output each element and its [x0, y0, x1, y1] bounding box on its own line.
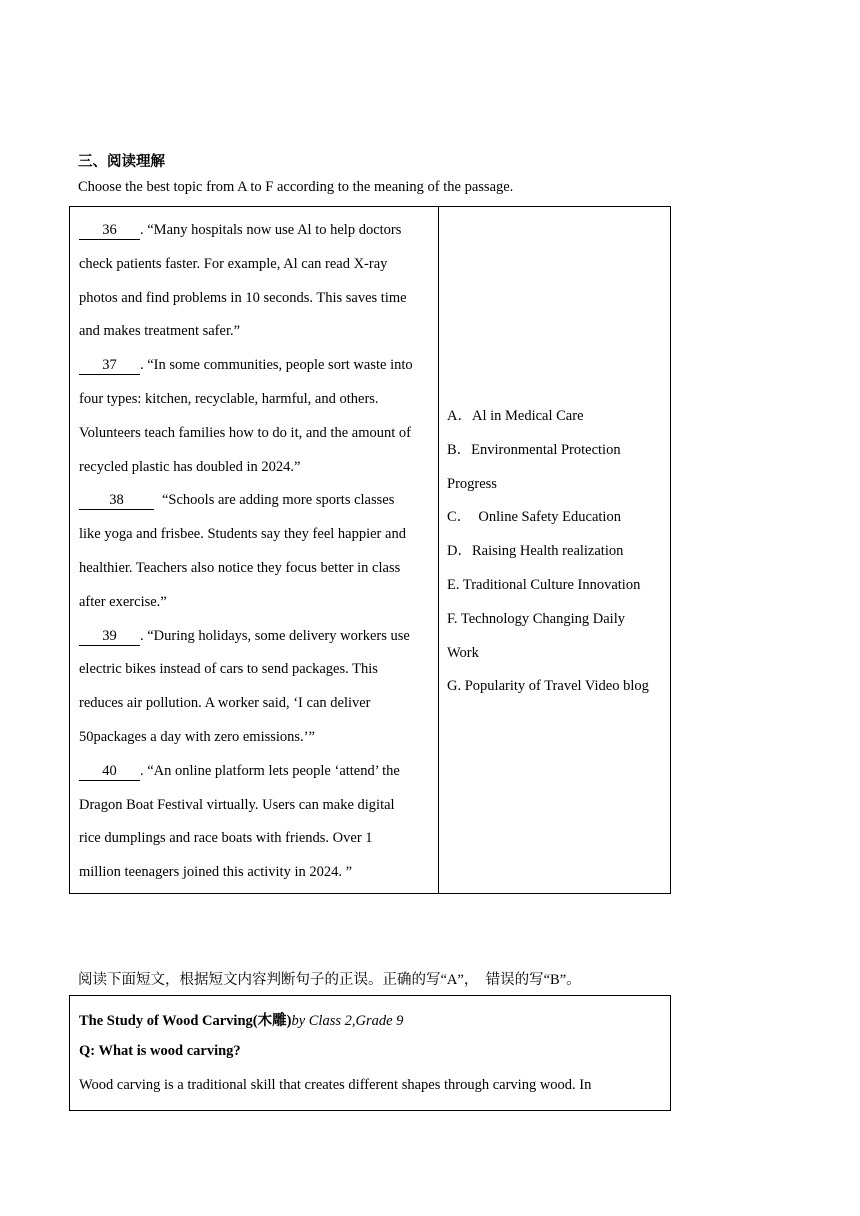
answer-blank-38[interactable]: 38 [79, 492, 154, 510]
table-divider [438, 207, 439, 893]
option-d: D．Raising Health realization [447, 543, 624, 560]
passage-40-line-3: rice dumplings and race boats with friends. Over 1 [79, 830, 373, 847]
passage-39-line-1: 39 . “During holidays, some delivery workers use [79, 623, 434, 657]
wood-carving-text: Wood carving is a traditional skill that creates different shapes through carving wood. In [79, 1077, 592, 1093]
answer-blank-36[interactable]: 36 [79, 222, 140, 240]
passage-38-line-1: 38 “Schools are adding more sports classes [79, 487, 434, 521]
option-b-continued: Progress [447, 475, 497, 492]
answer-blank-40[interactable]: 40 [79, 763, 140, 781]
passage-39-line-4: 50packages a day with zero emissions.’” [79, 728, 315, 745]
passage-40-line-4: million teenagers joined this activity in 2024. ” [79, 864, 353, 881]
option-f: F. Technology Changing Daily [447, 610, 625, 627]
option-e: E. Traditional Culture Innovation [447, 576, 641, 593]
passage-36-line-2: check patients faster. For example, Al can read X-ray [79, 255, 388, 272]
option-g: G. Popularity of Travel Video blog [447, 678, 649, 695]
answer-blank-39[interactable]: 39 [79, 628, 140, 646]
option-f-continued: Work [447, 644, 479, 661]
instruction: Choose the best topic from A to F according to the meaning of the passage. [78, 179, 514, 195]
passage-36-line-1: 36 . “Many hospitals now use Al to help doctors [79, 217, 434, 251]
option-a: A．Al in Medical Care [447, 408, 584, 424]
matching-table [69, 206, 671, 894]
passage-39-line-3: reduces air pollution. A worker said, ‘I can deliver [79, 695, 371, 712]
answer-blank-37[interactable]: 37 [79, 357, 140, 375]
passage-37-line-2: four types: kitchen, recyclable, harmful, and others. [79, 390, 379, 407]
passage-36-line-4: and makes treatment safer.” [79, 323, 241, 340]
passage-37-line-4: recycled plastic has doubled in 2024.” [79, 458, 301, 475]
passages-column [79, 217, 434, 893]
passage-40-line-1: 40 . “An online platform lets people ‘attend’ the [79, 758, 434, 792]
wood-carving-question: Q: What is wood carving? [79, 1043, 241, 1059]
wood-carving-title-line [79, 1009, 403, 1030]
option-c: C． Online Safety Education [447, 509, 621, 526]
section-title: 三、阅读理解 [78, 154, 165, 170]
options-column [447, 403, 667, 707]
true-false-instruction: 阅读下面短文，根据短文内容判断句子的正误。正确的写“A”， 错误的写“B”。 [78, 972, 581, 988]
passage-39-line-2: electric bikes instead of cars to send packages. This [79, 661, 378, 678]
wood-carving-title: The Study of Wood Carving(木雕) [79, 1013, 292, 1029]
passage-38-line-2: like yoga and frisbee. Students say they feel happier and [79, 526, 406, 543]
passage-37-line-1: 37 . “In some communities, people sort waste into [79, 352, 434, 386]
passage-40-line-2: Dragon Boat Festival virtually. Users can make digital [79, 796, 395, 813]
wood-carving-box [69, 995, 671, 1111]
option-b: B．Environmental Protection [447, 441, 621, 458]
passage-38-line-4: after exercise.” [79, 593, 167, 610]
passage-37-line-3: Volunteers teach families how to do it, and the amount of [79, 424, 411, 441]
wood-carving-byline: by Class 2,Grade 9 [291, 1013, 404, 1029]
passage-38-line-3: healthier. Teachers also notice they focus better in class [79, 559, 401, 576]
passage-36-line-3: photos and find problems in 10 seconds. This saves time [79, 289, 407, 306]
